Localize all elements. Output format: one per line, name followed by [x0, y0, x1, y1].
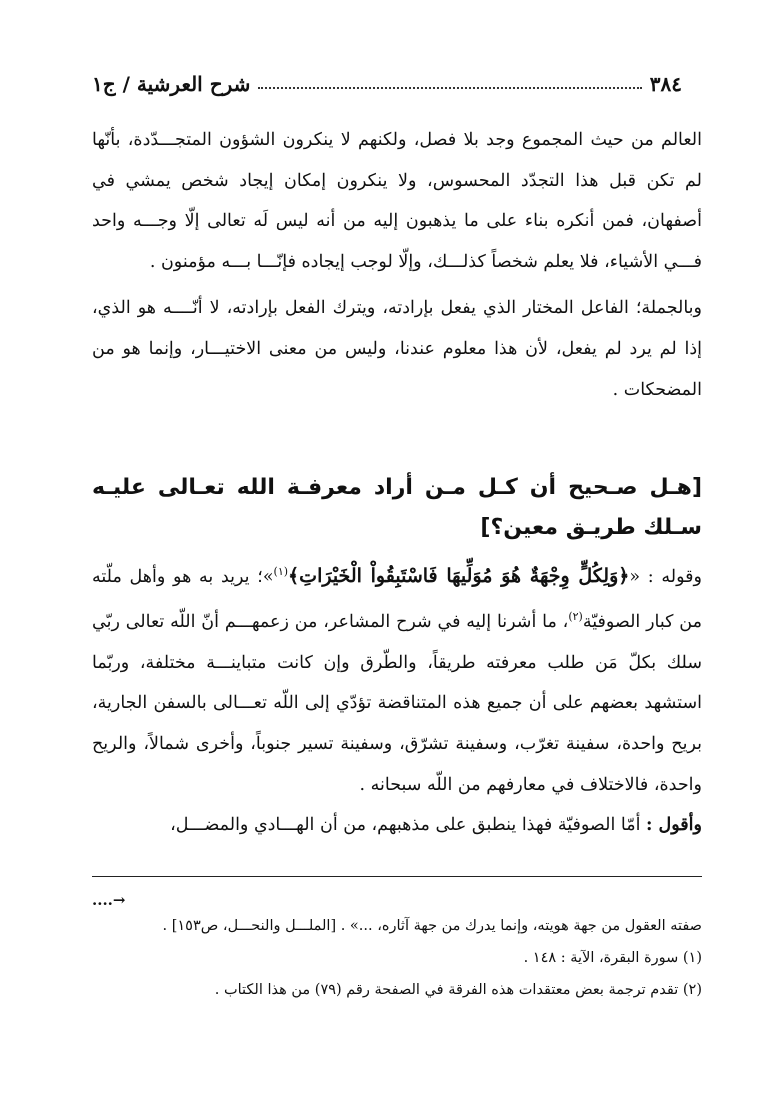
rest-text: ، ما أشرنا إليه في شرح المشاعر، من زعمهـــم أنّ اللّه تعالى ربّي سلك بكلّ مَن طلب معرفته طريقاً، والطّرق وإن كانت متباينـــة مختلفة، وربّما استشهد بعضهم على أن جميع هذه المتناقضة تؤدّي إلى اللّه تعـــالى بالسفن الجارية، بريح واحدة، سفينة تغرّب، وسفينة تشرّق، وسفينة تسير جنوباً، وأخرى شمالاً، والريح واحدة، فالاختلاف في معارفهم من اللّه سبحانه . [92, 612, 702, 795]
after-verse-text: »؛ يريد به هو وأهل ملّته من كبار الصوفيّة [92, 566, 702, 633]
book-title: شرح العرشية / ج١ [92, 72, 251, 96]
section-paragraph-2 [92, 805, 702, 846]
footnote-ref-1: (١) [273, 565, 289, 578]
paragraph-1: العالم من حيث المجموع وجد بلا فصل، ولكنهم لا ينكرون الشؤون المتجـــدّدة، بأنّها لم تكن قبل هذا التجدّد المحسوس، ولا ينكرون إمكان إيجاد شخص يمشي في أصفهان، فمن أنكره بناء على ما يذهبون إليه من أنه ليس لَه تعالى إلّا وجـــه واحد فـــي الأشياء، فلا يعلم شخصاً كذلـــك، وإلّا لوجب إيجاده فإنّـــا بـــه مؤمنون . [92, 130, 702, 272]
section-body [92, 552, 702, 846]
section-heading: [هـل صـحيح أن كـل مـن أراد معرفـة الله تعـالى عليـه سـلك طريـق معين؟] [92, 475, 702, 540]
aqool-label: وأقول : [646, 815, 702, 836]
continuation-arrow: ....→ [92, 891, 126, 909]
paragraph-2: وبالجملة؛ الفاعل المختار الذي يفعل بإرادته، ويترك الفعل بإرادته، لا أنّــــه هو الذي، إذا لم يرد لم يفعل، لأن هذا معلوم عندنا، وليس من معنى الاختيـــار، وإنما هو من المضحكات . [92, 298, 702, 400]
footnotes-block [92, 890, 702, 1006]
header-dotted-leader [258, 86, 641, 89]
footnote-ref-2: (٢) [568, 610, 583, 624]
footnote-continued: صفته العقول من جهة هويته، وإنما يدرك من جهة آثاره، ...» . [الملـــل والنحـــل، ص١٥٣] . [162, 918, 702, 934]
footnote-1: (١) سورة البقرة، الآية : ١٤٨ . [523, 950, 702, 966]
aqool-text: أمّا الصوفيّة فهذا ينطبق على مذهبهم، من أن الهـــادي والمضـــل، [170, 815, 646, 836]
footnote-divider [92, 876, 702, 877]
quran-verse: ﴿وَلِكُلٍّ وِجْهَةٌ هُوَ مُوَلِّيهَا فَاسْتَبِقُواْ الْخَيْرَاتِ﴾ [288, 564, 630, 587]
main-text-block [92, 120, 702, 410]
intro-text: وقوله : « [629, 566, 702, 587]
page-number: ٣٨٤ [649, 72, 682, 96]
footnote-2: (٢) تقدم ترجمة بعض معتقدات هذه الفرقة في الصفحة رقم (٧٩) من هذا الكتاب . [214, 982, 702, 998]
running-header [92, 66, 682, 96]
section-paragraph-1 [92, 552, 702, 805]
